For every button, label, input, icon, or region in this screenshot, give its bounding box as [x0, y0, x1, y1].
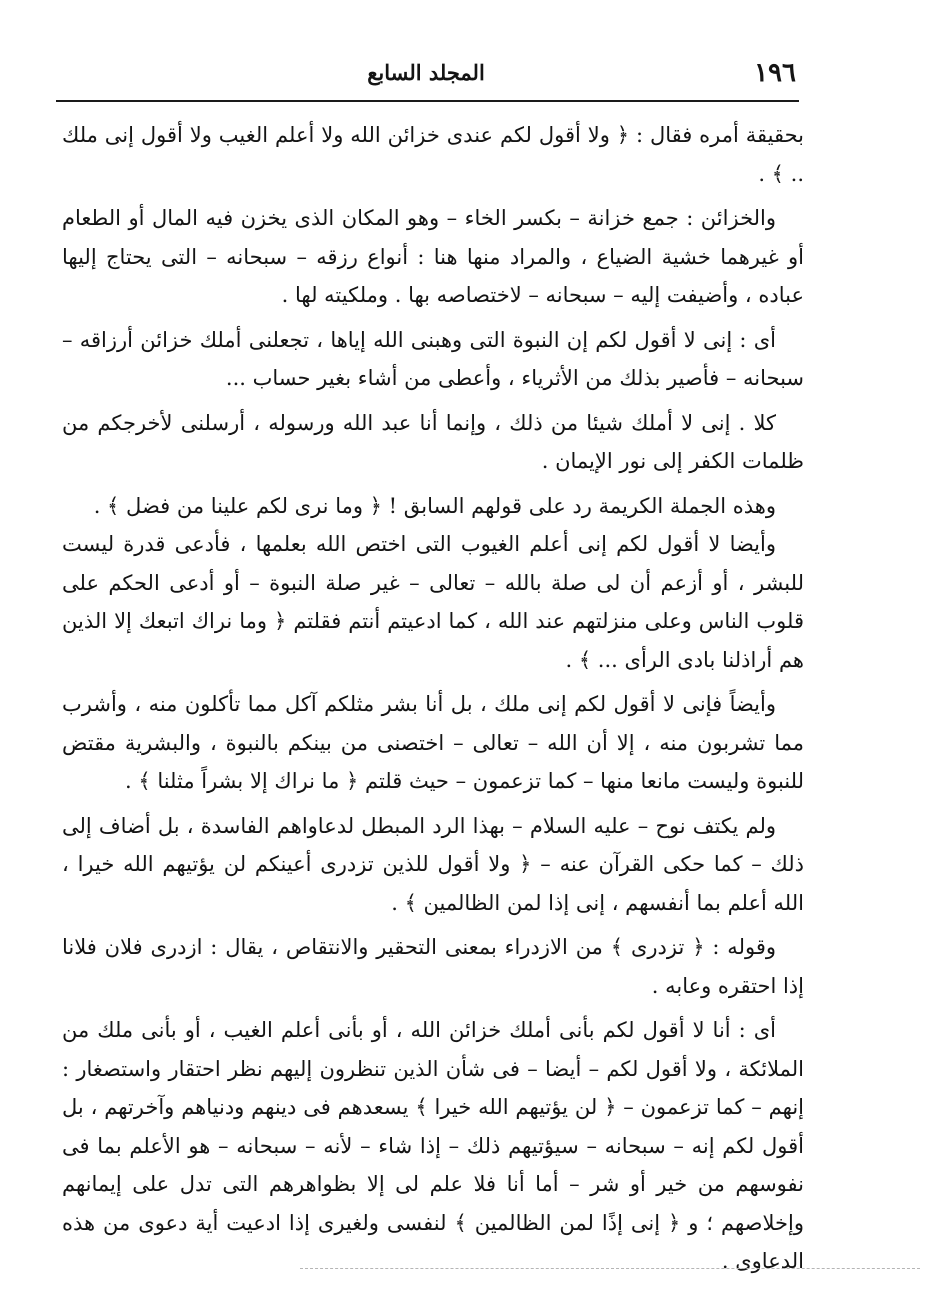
paragraph-9: وقوله : ﴿ تزدرى ﴾ من الازدراء بمعنى التحقير والانتقاص ، يقال : ازدرى فلان فلانا إذا احتقره وعابه . — [62, 935, 804, 998]
paragraph-3: أى : إنى لا أقول لكم إن النبوة التى وهبنى الله إياها ، تجعلنى أملك خزائن أرزاقه – سبحانه – فأصير بذلك من الأثرياء ، وأعطى من أشاء بغير حساب ... — [62, 327, 804, 390]
paragraph-10: أى : أنا لا أقول لكم بأنى أملك خزائن الله ، أو بأنى أعلم الغيب ، أو بأنى ملك من الملائكة ، ولا أقول لكم – أيضا – فى شأن الذين تنظرون إليهم نظر احتقار واستصغار : إنهم – كما تزعمون – ﴿ لن يؤتيهم الله خيرا ﴾ يسعدهم فى دينهم ودنياهم وآخرتهم ، بل أقول لكم إنه – سبحانه – سيؤتيهم ذلك – إذا شاء – لأنه – سبحانه – هو الأعلم بما فى نفوسهم من خير أو شر – أما أنا فلا علم لى إلا بظواهرهم التى تدل على إيمانهم وإخلاصهم ؛ و ﴿ إنى إذًا لمن الظالمين ﴾ لنفسى ولغيرى إذا ادعيت أية دعوى من هذه الدعاوى . — [62, 1018, 804, 1273]
page-header — [56, 56, 796, 98]
volume-title: المجلد السابع — [367, 60, 485, 85]
paragraph-1: بحقيقة أمره فقال : ﴿ ولا أقول لكم عندى خزائن الله ولا أعلم الغيب ولا أقول إنى ملك .. ﴾ . — [62, 123, 804, 186]
paragraph-2: والخزائن : جمع خزانة – بكسر الخاء – وهو المكان الذى يخزن فيه المال أو الطعام أو غيرهما خشية الضياع ، والمراد منها هنا : أنواع رزقه – سبحانه – التى يحتاج إليها عباده ، وأضيفت إليه – سبحانه – لاختصاصه بها . وملكيته لها . — [62, 206, 804, 307]
page-number: ١٩٦ — [754, 58, 796, 88]
paragraph-7: وأيضاً فإنى لا أقول لكم إنى ملك ، بل أنا بشر مثلكم آكل مما تأكلون منه ، وأشرب مما تشربون منه ، إلا أن الله – تعالى – اختصنى من بينكم بالنبوة ، والبشرية مقتض للنبوة وليست مانعا منها – كما تزعمون – حيث قلتم ﴿ ما نراك إلا بشراً مثلنا ﴾ . — [62, 692, 804, 793]
paragraph-4: كلا . إنى لا أملك شيئا من ذلك ، وإنما أنا عبد الله ورسوله ، أرسلنى لأخرجكم من ظلمات الكفر إلى نور الإيمان . — [62, 410, 804, 473]
body-text — [62, 116, 804, 1281]
paragraph-6: وأيضا لا أقول لكم إنى أعلم الغيوب التى اختص الله بعلمها ، فأدعى قدرة ليست للبشر ، أو أزعم أن لى صلة بالله – تعالى – غير صلة النبوة – أو أدعى الحكم على قلوب الناس وعلى منزلتهم عند الله ، كما ادعيتم أنتم فقلتم ﴿ وما نراك اتبعك إلا الذين هم أراذلنا بادى الرأى ... ﴾ . — [62, 532, 804, 672]
scan-edge-line — [300, 1268, 920, 1269]
paragraph-8: ولم يكتف نوح – عليه السلام – بهذا الرد المبطل لدعاواهم الفاسدة ، بل أضاف إلى ذلك – كما حكى القرآن عنه – ﴿ ولا أقول للذين تزدرى أعينكم لن يؤتيهم الله خيرا ، الله أعلم بما أنفسهم ، إنى إذا لمن الظالمين ﴾ . — [62, 813, 804, 915]
header-divider — [56, 100, 799, 102]
paragraph-5: وهذه الجملة الكريمة رد على قولهم السابق ! ﴿ وما نرى لكم علينا من فضل ﴾ . — [93, 493, 776, 518]
